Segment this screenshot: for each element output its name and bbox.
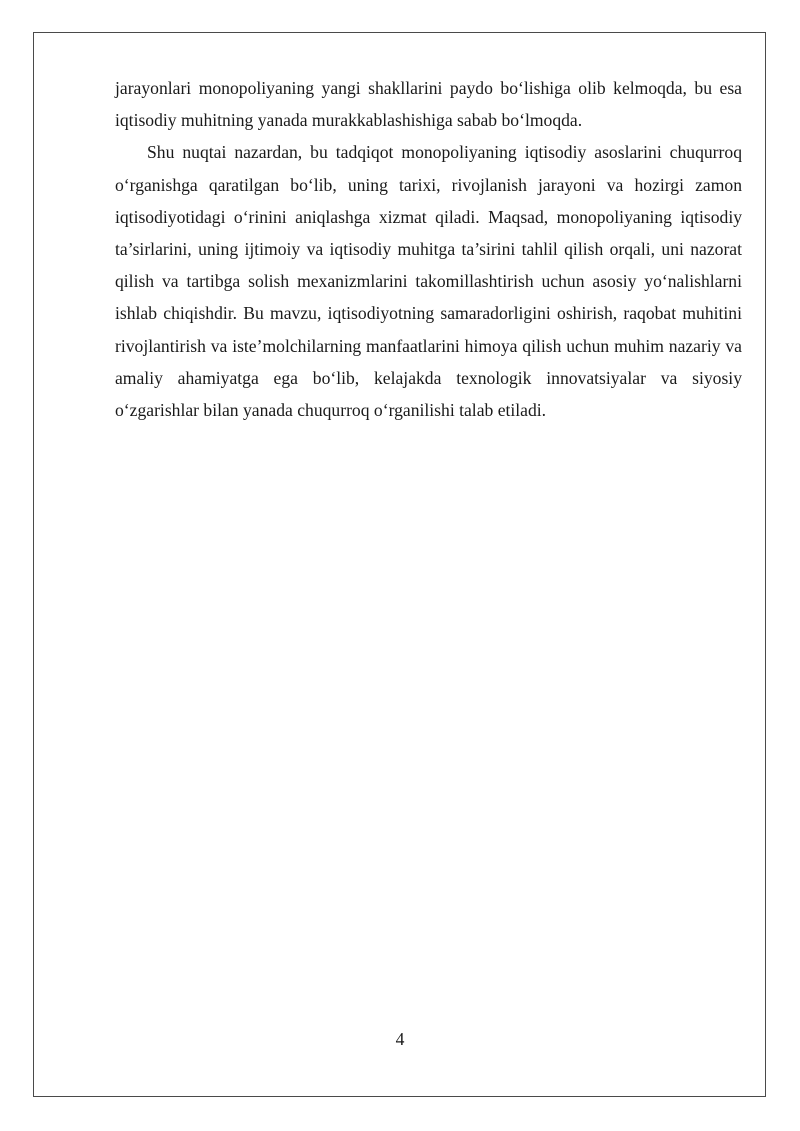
page-number: 4	[395, 1029, 405, 1049]
paragraph-continuation: jarayonlari monopoliyaning yangi shakllarini paydo bo‘lishiga olib kelmoqda, bu esa iqtisodiy muhitning yanada murakkablashishiga sabab bo‘lmoqda.	[115, 78, 742, 131]
paragraph-research-purpose: Shu nuqtai nazardan, bu tadqiqot monopoliyaning iqtisodiy asoslarini chuqurroq o‘rganishga qaratilgan bo‘lib, uning tarixi, rivojlanish jarayoni va hozirgi zamon iqtisodiyotidagi o‘rinini aniqlashga xizmat qiladi. Maqsad, monopoliyaning iqtisodiy ta’sirlarini, uning ijtimoiy va iqtisodiy muhitga ta’sirini tahlil qilish orqali, uni nazorat qilish va tartibga solish mexanizmlarini takomillashtirish uchun asosiy yo‘nalishlarni ishlab chiqishdir. Bu mavzu, iqtisodiyotning samaradorligini oshirish, raqobat muhitini rivojlantirish va iste’molchilarning manfaatlarini himoya qilish uchun muhim nazariy va amaliy ahamiyatga ega bo‘lib, kelajakda texnologik innovatsiyalar va siyosiy o‘zgarishlar bilan yanada chuqurroq o‘rganilishi talab etiladi.	[115, 142, 742, 421]
document-body	[115, 72, 742, 426]
